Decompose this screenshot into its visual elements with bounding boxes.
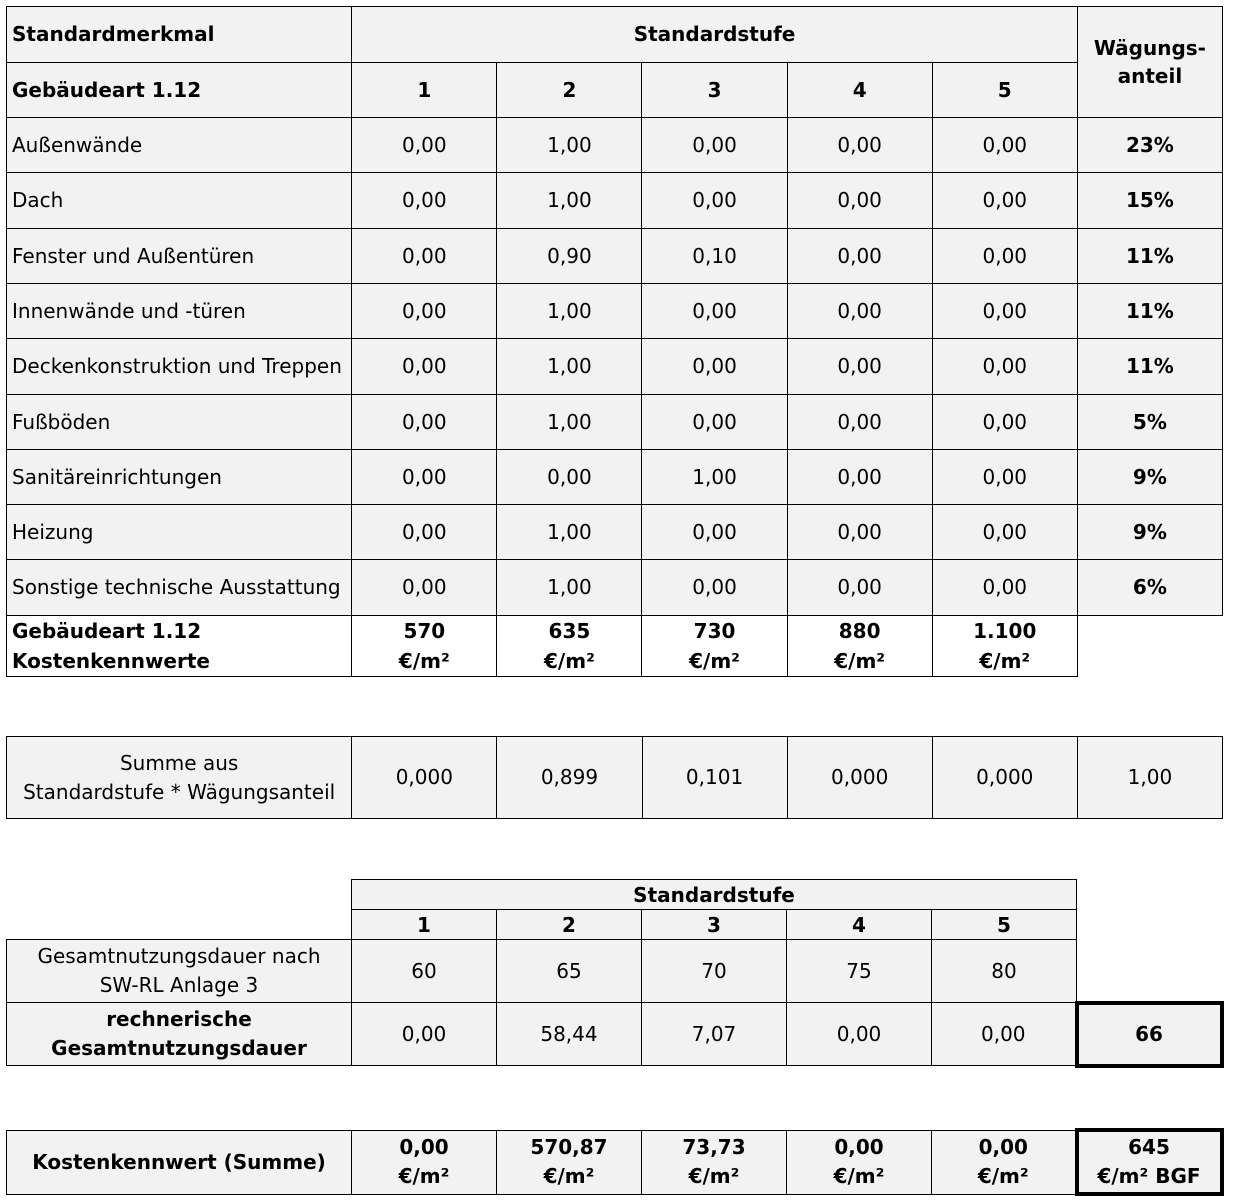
kosten-value: 635	[548, 619, 591, 643]
cell-weight: 11%	[1077, 339, 1222, 395]
row-label: Fußböden	[7, 395, 352, 450]
cell-value: 0,00	[352, 173, 497, 229]
cost-sum-cell	[787, 1130, 932, 1194]
cost-sum-unit: €/m²	[543, 1164, 595, 1188]
cost-sum-total-value: 645	[1128, 1135, 1170, 1159]
table-row	[7, 505, 1223, 560]
kosten-unit: €/m²	[689, 649, 740, 673]
cell-value: 0,00	[352, 395, 497, 450]
kosten-value: 570	[403, 619, 446, 643]
rgnd-row	[7, 1003, 1222, 1066]
cell-value: 0,90	[497, 229, 642, 284]
cell-value: 1,00	[642, 450, 787, 505]
rgnd-label-line1: rechnerische	[106, 1007, 252, 1031]
table-row	[7, 284, 1223, 339]
row-label: Deckenkonstruktion und Treppen	[7, 339, 352, 395]
cell-value: 1,00	[497, 395, 642, 450]
empty-cell	[1077, 616, 1222, 677]
cell-value: 0,00	[787, 118, 932, 173]
cell-value: 0,00	[642, 505, 787, 560]
kosten-cell	[352, 616, 497, 677]
cell-value: 0,00	[932, 284, 1077, 339]
sum-value: 0,000	[932, 737, 1077, 819]
gnd-label	[7, 940, 352, 1003]
sum-table	[6, 736, 1223, 819]
kosten-cell	[932, 616, 1077, 677]
level-header: 3	[642, 910, 787, 940]
kosten-cell	[642, 616, 787, 677]
level-header: 4	[787, 63, 932, 118]
gnd-value: 80	[932, 940, 1077, 1003]
cell-value: 1,00	[497, 339, 642, 395]
row-label: Außenwände	[7, 118, 352, 173]
level-header: 2	[497, 910, 642, 940]
table-row	[7, 118, 1223, 173]
kosten-value: 880	[838, 619, 881, 643]
cell-weight: 15%	[1077, 173, 1222, 229]
cost-sum-label: Kostenkennwert (Summe)	[7, 1130, 352, 1194]
cell-value: 0,00	[787, 173, 932, 229]
rgnd-label	[7, 1003, 352, 1066]
kosten-cell	[787, 616, 932, 677]
cell-weight: 5%	[1077, 395, 1222, 450]
header-standardstufe: Standardstufe	[352, 7, 1078, 63]
table-row	[7, 560, 1223, 616]
sum-value: 0,101	[642, 737, 787, 819]
cost-sum-unit: €/m²	[688, 1164, 740, 1188]
cost-sum-unit: €/m²	[398, 1164, 450, 1188]
cell-value: 0,00	[352, 450, 497, 505]
cell-weight: 11%	[1077, 229, 1222, 284]
empty-cell	[7, 880, 352, 910]
rgnd-value: 7,07	[642, 1003, 787, 1066]
cell-weight: 23%	[1077, 118, 1222, 173]
empty-cell	[1077, 880, 1222, 910]
rgnd-value: 0,00	[787, 1003, 932, 1066]
kosten-label-line1: Gebäudeart 1.12	[12, 619, 202, 643]
cell-value: 0,00	[932, 505, 1077, 560]
cell-value: 0,00	[787, 284, 932, 339]
cell-value: 1,00	[497, 284, 642, 339]
cell-value: 0,00	[642, 284, 787, 339]
gnd-value: 60	[352, 940, 497, 1003]
row-label: Heizung	[7, 505, 352, 560]
cell-value: 1,00	[497, 505, 642, 560]
cell-value: 1,00	[497, 173, 642, 229]
cell-value: 0,00	[787, 339, 932, 395]
gnd-value: 70	[642, 940, 787, 1003]
level-header: 2	[497, 63, 642, 118]
cell-value: 0,00	[787, 560, 932, 616]
kosten-value: 730	[693, 619, 736, 643]
cell-value: 0,10	[642, 229, 787, 284]
cell-weight: 6%	[1077, 560, 1222, 616]
sum-label-line2: Standardstufe * Wägungsanteil	[23, 779, 336, 804]
sum-label	[7, 737, 352, 819]
table-row	[7, 395, 1223, 450]
row-label: Dach	[7, 173, 352, 229]
cell-value: 0,00	[932, 339, 1077, 395]
cell-value: 0,00	[932, 450, 1077, 505]
cell-value: 0,00	[787, 229, 932, 284]
table-row	[7, 173, 1223, 229]
gnd-value: 65	[497, 940, 642, 1003]
cell-value: 0,00	[787, 395, 932, 450]
rgnd-value: 0,00	[352, 1003, 497, 1066]
cell-value: 0,00	[642, 173, 787, 229]
sum-label-line1: Summe aus	[119, 750, 239, 775]
cell-value: 0,00	[352, 118, 497, 173]
cost-sum-table	[6, 1128, 1224, 1196]
level-header: 4	[787, 910, 932, 940]
kosten-unit: €/m²	[834, 649, 886, 673]
cell-value: 0,00	[352, 284, 497, 339]
cost-sum-unit: €/m²	[833, 1164, 885, 1188]
cell-value: 0,00	[787, 450, 932, 505]
kosten-value: 1.100	[973, 619, 1037, 643]
cost-sum-value: 73,73	[682, 1135, 746, 1159]
cost-sum-cell	[497, 1130, 642, 1194]
kosten-cell	[497, 616, 642, 677]
table-row	[7, 450, 1223, 505]
cell-weight: 9%	[1077, 505, 1222, 560]
sum-row	[7, 737, 1223, 819]
rgnd-label-line2: Gesamtnutzungsdauer	[51, 1036, 307, 1060]
standard-features-table	[6, 6, 1223, 677]
cost-sum-unit: €/m²	[977, 1164, 1029, 1188]
cost-sum-value: 570,87	[530, 1135, 608, 1159]
cell-value: 0,00	[932, 173, 1077, 229]
cell-value: 1,00	[497, 560, 642, 616]
level-header: 5	[932, 63, 1077, 118]
cell-value: 0,00	[642, 395, 787, 450]
cell-weight: 9%	[1077, 450, 1222, 505]
cell-value: 0,00	[352, 505, 497, 560]
cell-value: 0,00	[497, 450, 642, 505]
gnd-value: 75	[787, 940, 932, 1003]
kosten-label-line2: Kostenkennwerte	[12, 649, 210, 673]
row-label: Sonstige technische Ausstattung	[7, 560, 352, 616]
empty-cell	[1077, 910, 1222, 940]
kosten-unit: €/m²	[398, 649, 450, 673]
header-standardmerkmal: Standardmerkmal	[7, 7, 352, 63]
level-header: 3	[642, 63, 787, 118]
kosten-unit: €/m²	[544, 649, 595, 673]
cell-value: 0,00	[352, 229, 497, 284]
cell-value: 0,00	[932, 118, 1077, 173]
level-header: 1	[352, 910, 497, 940]
rgnd-total: 66	[1077, 1003, 1222, 1066]
cell-weight: 11%	[1077, 284, 1222, 339]
sum-value: 0,000	[787, 737, 932, 819]
row-label: Fenster und Außentüren	[7, 229, 352, 284]
cell-value: 0,00	[642, 560, 787, 616]
gnd-row	[7, 940, 1222, 1003]
cost-sum-value: 0,00	[834, 1135, 884, 1159]
cell-value: 0,00	[932, 395, 1077, 450]
header-waegungsanteil	[1077, 7, 1222, 118]
row-label: Sanitäreinrichtungen	[7, 450, 352, 505]
cost-sum-total	[1077, 1130, 1222, 1194]
cell-value: 0,00	[352, 339, 497, 395]
header-waegungsanteil-text: Wägungs-anteil	[1093, 36, 1206, 88]
cell-value: 0,00	[352, 560, 497, 616]
lifetime-table	[6, 879, 1224, 1068]
cell-value: 0,00	[932, 560, 1077, 616]
header-standardstufe-2: Standardstufe	[352, 880, 1077, 910]
empty-cell	[7, 910, 352, 940]
row-label: Innenwände und -türen	[7, 284, 352, 339]
empty-cell	[1077, 940, 1222, 1003]
cell-value: 0,00	[642, 118, 787, 173]
cost-sum-cell	[642, 1130, 787, 1194]
cost-sum-row	[7, 1130, 1222, 1194]
rgnd-value: 58,44	[497, 1003, 642, 1066]
gnd-label-line2: SW-RL Anlage 3	[99, 973, 259, 997]
sum-value: 0,899	[497, 737, 642, 819]
cost-sum-total-unit: €/m² BGF	[1097, 1164, 1201, 1188]
level-header: 5	[932, 910, 1077, 940]
header-gebaeudeart: Gebäudeart 1.12	[7, 63, 352, 118]
cost-sum-value: 0,00	[399, 1135, 449, 1159]
table-row	[7, 339, 1223, 395]
kosten-label	[7, 616, 352, 677]
gnd-label-line1: Gesamtnutzungsdauer nach	[37, 944, 321, 968]
cell-value: 0,00	[932, 229, 1077, 284]
rgnd-value: 0,00	[932, 1003, 1077, 1066]
cell-value: 1,00	[497, 118, 642, 173]
cell-value: 0,00	[787, 505, 932, 560]
kosten-unit: €/m²	[979, 649, 1031, 673]
sum-total: 1,00	[1077, 737, 1222, 819]
sum-value: 0,000	[352, 737, 497, 819]
cost-sum-value: 0,00	[978, 1135, 1028, 1159]
level-header: 1	[352, 63, 497, 118]
cost-sum-cell	[352, 1130, 497, 1194]
cell-value: 0,00	[642, 339, 787, 395]
kosten-row	[7, 616, 1223, 677]
table-row	[7, 229, 1223, 284]
cost-sum-cell	[932, 1130, 1077, 1194]
